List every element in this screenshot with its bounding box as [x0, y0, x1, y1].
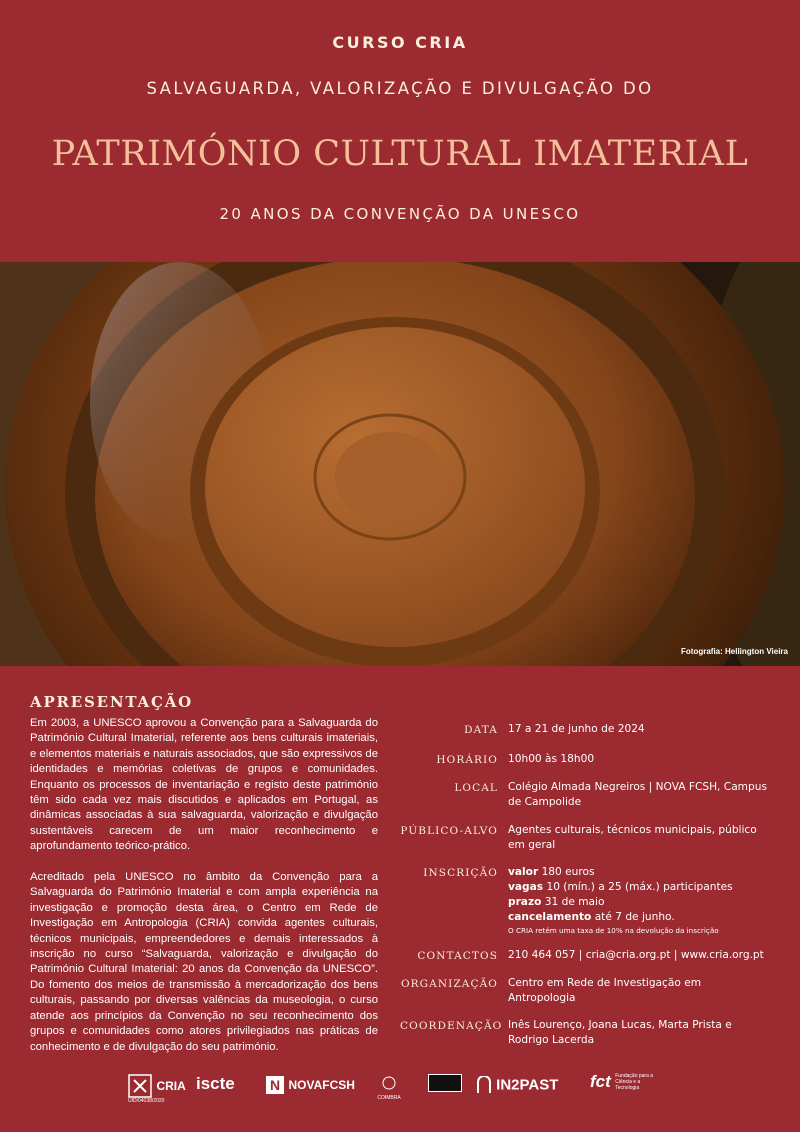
seats-value: 10 (mín.) a 25 (máx.) participantes [543, 881, 733, 893]
date-label: DATA [464, 724, 498, 736]
audience-value: Agentes culturais, técnicos municipais, público em geral [508, 824, 757, 851]
coordination-row [400, 1018, 770, 1048]
contacts-row [400, 948, 770, 963]
deadline-key: prazo [508, 896, 542, 908]
refund-note: O CRIA retém uma taxa de 10% na devolução da inscrição [508, 926, 719, 935]
iscte-logo: iscte [196, 1074, 235, 1093]
time-value: 10h00 às 18h00 [508, 753, 595, 765]
coimbra-logo-text: COIMBRA [377, 1095, 401, 1101]
cria-code: UID/04038/2020 [128, 1098, 165, 1104]
nova-n-icon: N [266, 1076, 284, 1094]
pottery-photo [0, 262, 800, 666]
location-label: LOCAL [454, 782, 498, 794]
presentation-heading: APRESENTAÇÃO [30, 693, 194, 711]
cria-logo-text: CRIA [156, 1079, 186, 1093]
cria-logo [128, 1074, 186, 1104]
registration-row [400, 865, 770, 936]
location-value: Colégio Almada Negreiros | NOVA FCSH, Campus de Campolide [508, 781, 767, 808]
registration-label: INSCRIÇÃO [423, 867, 498, 879]
contacts-value[interactable]: 210 464 057 | cria@cria.org.pt | www.cria.org.pt [508, 949, 764, 961]
nova-fcsh-logo [266, 1076, 355, 1094]
organization-row [400, 976, 770, 1006]
coimbra-crest-icon [381, 1076, 397, 1090]
partner-logos [120, 1068, 680, 1108]
presentation-paragraph: Acreditado pela UNESCO no âmbito da Convenção para a Salvaguarda do Património Imaterial e com ampla experiência na investigação e promoção desta área, o Centro em Rede de Investigação em Antropologia (CRIA) convida agentes culturais, técnicos municipais, empreendedores e demais interessados à inscrição no curso “Salvaguarda, valorização e divulgação do Património Cultural Imaterial: 20 anos da Convenção da UNESCO”. Do fomento dos meios de transmissão à mercadorização dos bens culturais, passando por diversas valências da museologia, o curso atende aos princípios da Convenção no seu reconhecimento dos grupos e comunidades como atores privilegiados nas práticas de conhecimento e de divulgação do seu património. [30, 871, 378, 1053]
date-value: 17 a 21 de junho de 2024 [508, 723, 645, 735]
cancel-value: até 7 de junho. [591, 911, 675, 923]
coordination-label: COORDENAÇÃO [400, 1020, 503, 1032]
audience-label: PÚBLICO-ALVO [400, 825, 498, 837]
date-row [400, 722, 770, 737]
location-row [400, 780, 770, 810]
in2past-logo [476, 1076, 558, 1094]
presentation-body [30, 716, 378, 1070]
course-title: PATRIMÓNIO CULTURAL IMATERIAL [51, 134, 749, 174]
in2past-logo-text: IN2PAST [496, 1076, 559, 1094]
deadline-value: 31 de maio [541, 896, 605, 908]
course-subtitle: SALVAGUARDA, VALORIZAÇÃO E DIVULGAÇÃO DO [146, 79, 654, 98]
fct-full-name: Fundação para a Ciência e a Tecnologia [615, 1073, 654, 1091]
time-row [400, 752, 770, 767]
cancel-key: cancelamento [508, 911, 592, 923]
coimbra-logo [372, 1076, 406, 1101]
organization-value: Centro em Rede de Investigação em Antropologia [508, 977, 702, 1004]
cria-mark-icon [128, 1074, 152, 1098]
price-value: 180 euros [538, 866, 595, 878]
fct-logo-text: fct [590, 1072, 611, 1091]
registration-value [508, 865, 770, 936]
anniversary-line: 20 ANOS DA CONVENÇÃO DA UNESCO [219, 205, 581, 223]
seats-key: vagas [508, 881, 544, 893]
poster-header [0, 0, 800, 262]
fct-logo [590, 1072, 659, 1092]
organization-label: ORGANIZAÇÃO [400, 978, 498, 990]
partner-logo-box [428, 1074, 462, 1092]
audience-row [400, 823, 770, 853]
clay-plates-illustration [0, 262, 800, 666]
in2past-mark-icon [476, 1076, 492, 1094]
course-label: CURSO CRIA [332, 33, 468, 52]
price-key: valor [508, 866, 539, 878]
cross-mark-icon [428, 1074, 462, 1092]
contacts-label: CONTACTOS [417, 950, 498, 962]
time-label: HORÁRIO [436, 754, 498, 766]
nova-logo-text: NOVAFCSH [288, 1078, 355, 1092]
photo-credit: Fotografia: Hellington Vieira [681, 647, 788, 656]
coordination-value: Inês Lourenço, Joana Lucas, Marta Prista e Rodrigo Lacerda [508, 1019, 732, 1046]
presentation-paragraph: Em 2003, a UNESCO aprovou a Convenção para a Salvaguarda do Património Cultural Imaterial, referente aos bens culturais imateriais, e elementos materiais e naturais associados, que são expressivos de identidades e memórias coletivas de grupos e comunidades. Enquanto os processos de inventariação e registo deste património têm sido cada vez mais discutidos e aplicados em Portugal, as dinâmicas associadas à sua salvaguarda, valorização e divulgação sustentáveis carecem de um maior reconhecimento e aprofundamento teórico-prático. [30, 717, 378, 853]
